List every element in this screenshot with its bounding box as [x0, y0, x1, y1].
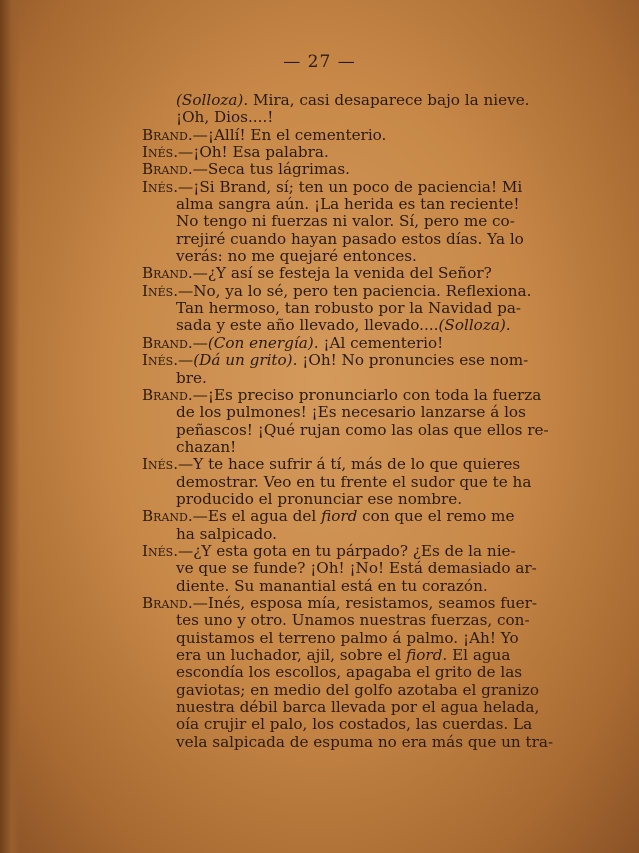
text-line	[142, 127, 532, 144]
speaker-name: Brand.	[142, 385, 193, 404]
text-line	[142, 109, 532, 126]
line-text: vela salpicada de espuma no era más que un tra-	[176, 732, 554, 751]
text-line	[142, 732, 554, 751]
line-text: peñascos! ¡Qué rujan como las olas que ellos re-	[176, 420, 549, 439]
line-text: —Seca tus lágrimas.	[192, 160, 350, 179]
line-text: —¿Y así se festeja la venida del Señor?	[192, 264, 492, 283]
line-text: —¿Y esta gota en tu párpado? ¿Es de la nie-	[178, 541, 516, 560]
line-text: rrejiré cuando hayan pasado estos días. Ya lo	[176, 229, 524, 248]
line-text: —	[192, 333, 208, 352]
text-line	[142, 265, 532, 282]
line-text: —Es el agua del	[192, 507, 322, 526]
text-line	[142, 144, 532, 161]
text-line	[142, 161, 532, 178]
line-text: —¡Si Brand, sí; ten un poco de paciencia! Mi	[178, 177, 523, 196]
page-number: — 27 —	[283, 52, 356, 72]
text-line	[142, 352, 532, 369]
stage-direction: (Solloza).	[438, 316, 511, 335]
line-text: con que el remo me	[357, 507, 515, 526]
speaker-name: Inés.	[142, 455, 179, 474]
text-line	[142, 593, 538, 612]
text-line	[142, 370, 532, 387]
line-text: bre.	[176, 368, 207, 387]
speaker-name: Brand.	[142, 125, 193, 144]
speaker-name: Brand.	[142, 264, 193, 283]
line-text: El agua	[447, 646, 511, 664]
text-line	[142, 630, 532, 647]
stage-direction: fiord.	[406, 646, 448, 664]
speaker-name: Inés.	[142, 177, 179, 196]
text-line	[142, 92, 532, 109]
text-line	[142, 317, 532, 334]
text-line	[142, 385, 542, 404]
text-line	[142, 680, 539, 699]
text-line	[142, 698, 540, 717]
text-line	[142, 456, 532, 473]
line-text: nuestra débil barca llevada por el agua helada,	[176, 698, 540, 717]
line-text: demostrar. Veo en tu frente el sudor que te ha	[176, 472, 532, 491]
line-text: de los pulmones! ¡Es necesario lanzarse á los	[176, 403, 526, 422]
speaker-name: Inés.	[142, 143, 179, 162]
line-text: chazan!	[176, 437, 237, 456]
line-text: tes uno y otro. Unamos nuestras fuerzas, con-	[176, 611, 530, 630]
speaker-name: Inés.	[142, 541, 179, 560]
text-line	[142, 213, 532, 230]
line-text: alma sangra aún. ¡La herida es tan reciente!	[176, 195, 520, 214]
text-line	[142, 474, 532, 491]
line-text: ¡Oh! No pronuncies ese nom-	[297, 351, 529, 370]
line-text: No tengo ni fuerzas ni valor. Sí, pero me co-	[176, 212, 515, 231]
text-line	[142, 196, 532, 213]
text-line	[142, 231, 532, 248]
line-text: Mira, casi desaparece bajo la nieve.	[248, 91, 530, 109]
text-line	[142, 647, 532, 664]
line-text: sada y este año llevado, llevado....	[176, 316, 439, 335]
text-line	[142, 526, 532, 543]
text-line	[142, 439, 532, 456]
line-text: Tan hermoso, tan robusto por la Navidad pa-	[176, 299, 522, 318]
line-text: ve que se funde? ¡Oh! ¡No! Está demasiado ar-	[176, 559, 537, 578]
line-text: escondía los escollos, apagaba el grito de las	[176, 663, 523, 682]
stage-direction: (Con energía).	[207, 333, 319, 352]
line-text: ha salpicado.	[176, 524, 277, 543]
text-line	[142, 664, 532, 681]
speaker-name: Inés.	[142, 351, 179, 370]
line-text: —¡Es preciso pronunciarlo con toda la fuerza	[192, 385, 542, 404]
text-line	[142, 578, 532, 595]
text-line	[142, 179, 532, 196]
text-line	[142, 508, 532, 525]
stage-direction: (Dá un grito).	[193, 351, 298, 370]
line-text: era un luchador, ajil, sobre el	[176, 646, 407, 664]
line-text: —Inés, esposa mía, resistamos, seamos fuer-	[192, 593, 538, 612]
text-line	[142, 283, 532, 300]
stage-direction: fiord	[321, 507, 358, 526]
text-line	[142, 420, 549, 439]
line-text: —Y te hace sufrir á tí, más de lo que quieres	[178, 455, 521, 474]
text-line	[142, 248, 532, 265]
text-line	[142, 491, 532, 508]
line-text: producido el pronunciar ese nombre.	[176, 489, 463, 508]
text-line	[142, 612, 532, 629]
text-line	[142, 404, 532, 421]
line-text: ¡Oh, Dios....!	[176, 108, 274, 127]
speaker-name: Brand.	[142, 160, 193, 179]
line-text: gaviotas; en medio del golfo azotaba el granizo	[176, 680, 539, 699]
page-body-text	[142, 91, 554, 751]
speaker-name: Brand.	[142, 333, 193, 352]
text-line	[142, 300, 532, 317]
speaker-name: Brand.	[142, 593, 193, 612]
line-text: diente. Su manantial está en tu corazón.	[176, 576, 488, 595]
stage-direction: (Solloza).	[176, 91, 249, 109]
line-text: oía crujir el palo, los costados, las cuerdas. La	[176, 715, 533, 734]
speaker-name: Inés.	[142, 281, 179, 300]
line-text: —No, ya lo sé, pero ten paciencia. Reflexiona.	[178, 281, 532, 300]
text-line	[142, 543, 532, 560]
text-line	[142, 559, 537, 578]
speaker-name: Brand.	[142, 507, 193, 526]
line-text: —	[178, 351, 194, 370]
book-spine-shadow	[0, 0, 20, 853]
text-line	[142, 716, 532, 733]
line-text: —¡Allí! En el cementerio.	[192, 125, 387, 144]
text-line	[142, 335, 532, 352]
line-text: verás: no me quejaré entonces.	[176, 247, 417, 266]
line-text: ¡Al cementerio!	[318, 333, 444, 352]
line-text: quistamos el terreno palmo á palmo. ¡Ah! Yo	[176, 628, 519, 647]
line-text: —¡Oh! Esa palabra.	[178, 143, 329, 162]
